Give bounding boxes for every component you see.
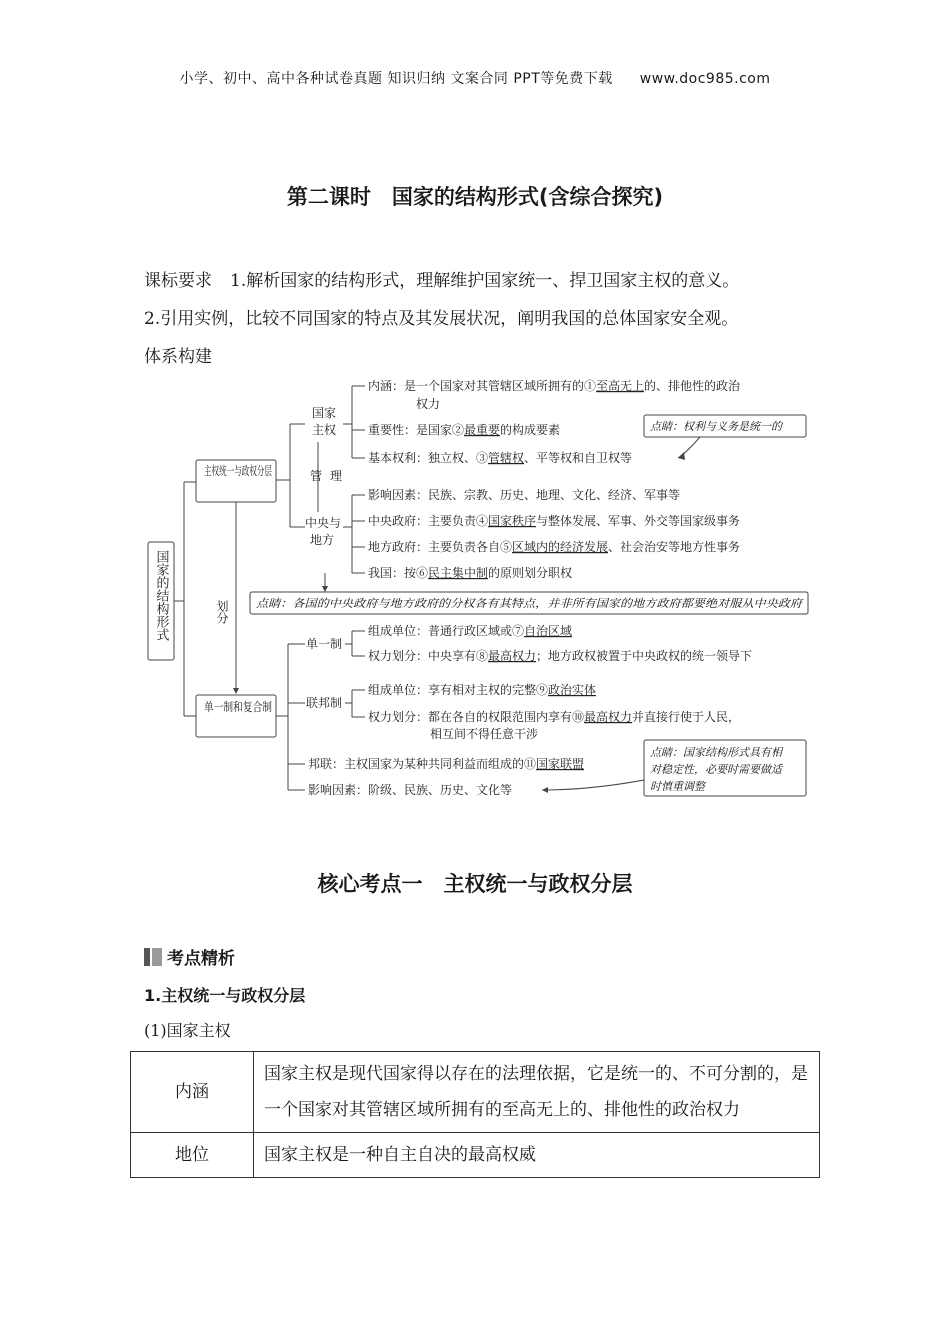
note-stability-3: 时慎重调整 <box>650 780 705 793</box>
unitary-label: 单一制 <box>306 637 343 651</box>
sovereignty-connotation-cont: 权力 <box>416 397 441 411</box>
analysis-tag <box>144 944 235 969</box>
central-local-factors: 影响因素：民族、宗教、历史、地理、文化、经济、军事等 <box>368 488 681 502</box>
manage-label-2: 理 <box>330 469 343 483</box>
section-title: 核心考点一 主权统一与政权分层 <box>317 872 633 896</box>
note-stability-2: 对稳定性，必要时需要做适 <box>650 763 782 776</box>
central-government-duty: 中央政府：主要负责④国家秩序与整体发展、军事、外交等国家级事务 <box>368 514 741 528</box>
sovereignty-basic-rights: 基本权利：独立权、③管辖权、平等权和自卫权等 <box>368 451 633 465</box>
header-url[interactable]: www.doc985.com <box>639 71 771 87</box>
subheading-2: (1)国家主权 <box>144 1021 231 1040</box>
table-value-status: 国家主权是一种自主自决的最高权威 <box>254 1133 820 1178</box>
sovereignty-table <box>130 1051 820 1178</box>
analysis-tag-text: 考点精析 <box>167 949 235 969</box>
requirement-item-1: 1.解析国家的结构形式，理解维护国家统一、捍卫国家主权的意义。 <box>230 271 740 291</box>
sovereignty-label-1: 国家 <box>312 406 337 420</box>
note-rights-duties: 点睛：权利与义务是统一的 <box>650 420 782 433</box>
requirement-line-2: 2.引用实例，比较不同国家的特点及其发展状况，阐明我国的总体国家安全观。 <box>144 309 739 329</box>
unitary-power: 权力划分：中央享有⑧最高权力；地方政权被置于中央政权的统一领导下 <box>368 649 753 663</box>
system-construction-label: 体系构建 <box>144 347 212 367</box>
concept-mind-map <box>140 372 820 802</box>
root-node-text: 国家的结构形式 <box>153 550 169 641</box>
sovereignty-label-2: 主权 <box>312 423 337 437</box>
branch-structure-text: 单一制和复合制 <box>204 700 289 714</box>
table-row <box>131 1133 820 1178</box>
note-central-local: 点睛：各国的中央政府与地方政府的分权各有其特点，并非所有国家的地方政府都要绝对服从中央政府 <box>256 597 805 610</box>
branch-sovereignty-text: 主权统一与政权分层 <box>204 464 313 478</box>
table-key-status: 地位 <box>131 1133 254 1178</box>
manage-label-1: 管 <box>310 469 323 483</box>
sovereignty-importance: 重要性：是国家②最重要的构成要素 <box>368 423 561 437</box>
curriculum-requirements <box>144 262 834 376</box>
page-header <box>0 68 950 88</box>
tag-bars-icon <box>144 948 162 966</box>
requirement-label: 课标要求 <box>144 271 212 291</box>
table-value-connotation: 国家主权是现代国家得以存在的法理依据，它是统一的、不可分割的，是一个国家对其管辖区域所拥有的至高无上的、排他性的政治权力 <box>254 1052 820 1133</box>
table-row <box>131 1052 820 1133</box>
header-text: 小学、初中、高中各种试卷真题 知识归纳 文案合同 PPT等免费下载 <box>179 71 613 87</box>
federal-power-cont: 相互间不得任意干涉 <box>430 727 539 741</box>
central-local-label-2: 地方 <box>310 533 335 547</box>
structure-factors: 影响因素：阶级、民族、历史、文化等 <box>308 783 513 797</box>
central-local-label-1: 中央与 <box>305 516 342 530</box>
sovereignty-connotation: 内涵：是一个国家对其管辖区域所拥有的①至高无上的、排他性的政治 <box>368 379 741 393</box>
subheading-1: 1.主权统一与政权分层 <box>144 986 306 1005</box>
federal-composition: 组成单位：享有相对主权的完整⑨政治实体 <box>368 683 597 697</box>
unitary-composition: 组成单位：普通行政区域或⑦自治区域 <box>368 624 573 638</box>
confederation-item: 邦联：主权国家为某种共同利益而组成的⑪国家联盟 <box>308 757 585 771</box>
table-key-connotation: 内涵 <box>131 1052 254 1133</box>
page-title: 第二课时 国家的结构形式(含综合探究) <box>286 185 664 209</box>
divide-label: 划分 <box>215 600 229 624</box>
note-stability-1: 点睛：国家结构形式具有相 <box>650 746 782 759</box>
federal-label: 联邦制 <box>306 696 343 710</box>
requirement-line-1 <box>144 262 834 300</box>
local-government-duty: 地方政府：主要负责各自⑤区域内的经济发展、社会治安等地方性事务 <box>368 540 741 554</box>
china-power-division: 我国：按⑥民主集中制的原则划分职权 <box>368 566 573 580</box>
federal-power: 权力划分：都在各自的权限范围内享有⑩最高权力并直接行使于人民， <box>368 710 741 724</box>
